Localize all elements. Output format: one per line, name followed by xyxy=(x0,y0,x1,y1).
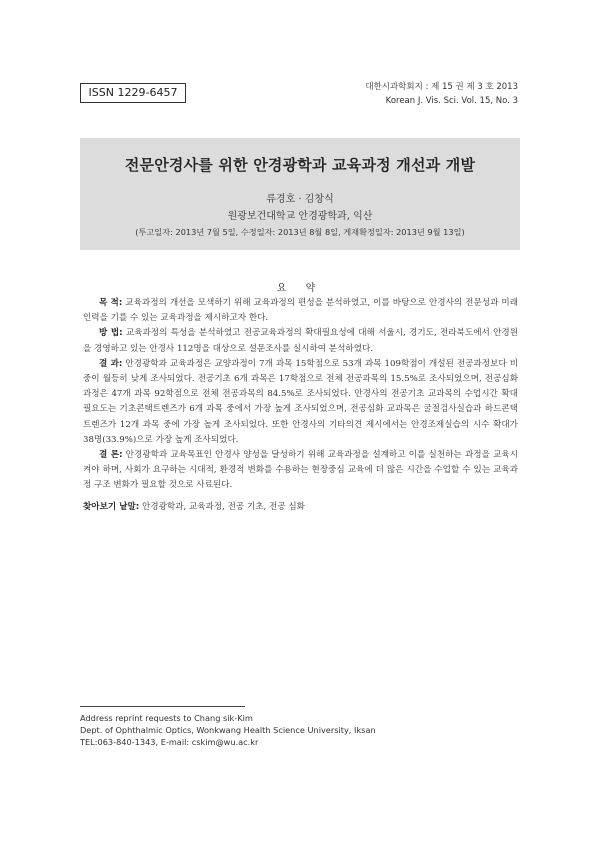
affiliation: 원광보건대학교 안경광학과, 익산 xyxy=(227,211,373,222)
results-text: 안경광학과 교육과정은 교양과정이 7개 과목 15학점으로 53개 과목 109학점이 개설된 전공과정보다 비중이 월등히 낮게 조사되었다. 전공기초 6개 과목은 17학점으로 전체 전공과목의 15.5%로 조사되었으며, 전공심화 과정은 47개 과목 92학점으로 전체 전공과목의 84.5%로 조사되었다. 안경사의 전공기초 교과목의 수업시간 확대 필요도는 기초콘택트렌즈가 6개 과목 중에서 가장 높게 조사되었으며, 전공심화 교과목은 굴절검사실습과 하드콘택트렌즈가 12개 과목 중에 가장 높게 조사되었다. 또한 안경사의 기타의견 제시에서는 안경조제실습의 시수 확대가 38명(33.9%)으로 가장 높게 조사되었다. xyxy=(83,358,518,445)
methods-label: 방 법: xyxy=(99,328,123,339)
purpose-text: 교육과정의 개선을 모색하기 위해 교육과정의 편성을 분석하였고, 이를 바탕으로 안경사의 전문성과 미래 인력을 기를 수 있는 교육과정을 제시하고자 한다. xyxy=(83,298,518,324)
abstract-purpose xyxy=(83,296,518,326)
journal-korean: 대한시과학회지 : 제 15 권 제 3 호 2013 xyxy=(365,82,518,92)
keywords-label: 찾아보기 낱말: xyxy=(83,501,140,512)
results-label: 결 과: xyxy=(99,358,123,369)
footnote-divider xyxy=(80,706,245,707)
keywords-text: 안경광학과, 교육과정, 전공 기초, 전공 심화 xyxy=(139,501,305,512)
conclusion-text: 안경광학과 교육목표인 안경사 양성을 달성하기 위해 교육과정을 설계하고 이를 실천하는 과정을 교육시켜야 하며, 사회가 요구하는 시대적, 환경적 변화를 수용하는 현장중심 교육에 더 많은 시간을 수업할 수 있는 교육과정 구조 변화가 필요할 것으로 사료된다. xyxy=(83,450,518,491)
paper-title: 전문안경사를 위한 안경광학과 교육과정 개선과 개발 xyxy=(124,156,476,174)
abstract-body xyxy=(83,296,518,515)
footnote-line-3: TEL:063-840-1343, E-mail: cskim@wu.ac.kr xyxy=(80,737,259,747)
journal-english: Korean J. Vis. Sci. Vol. 15, No. 3 xyxy=(385,96,518,106)
footnote-line-1: Address reprint requests to Chang sik-Kim xyxy=(80,713,253,723)
authors: 류경호 · 김창식 xyxy=(266,194,334,205)
footnote-line-2: Dept. of Ophthalmic Optics, Wonkwang Health Science University, Iksan xyxy=(80,725,376,735)
correspondence-footnote xyxy=(80,712,376,748)
conclusion-label: 결 론: xyxy=(99,450,123,461)
methods-text: 교육과정의 특성을 분석하였고 전공교육과정의 확대필요성에 대해 서울시, 경기도, 전라북도에서 안경원을 경영하고 있는 안경사 112명을 대상으로 설문조사를 실시하여 분석하였다. xyxy=(83,328,518,354)
purpose-label: 목 적: xyxy=(99,298,123,308)
submission-dates: (투고일자: 2013년 7월 5일, 수정일자: 2013년 8월 8일, 게재확정일자: 2013년 9월 13일) xyxy=(135,227,465,237)
issn-box: ISSN 1229-6457 xyxy=(80,83,186,103)
journal-header xyxy=(365,80,518,108)
abstract-heading: 요 약 xyxy=(276,283,324,294)
abstract-results xyxy=(83,357,518,448)
abstract-keywords xyxy=(83,500,518,515)
abstract-methods xyxy=(83,326,518,356)
abstract-conclusion xyxy=(83,448,518,494)
